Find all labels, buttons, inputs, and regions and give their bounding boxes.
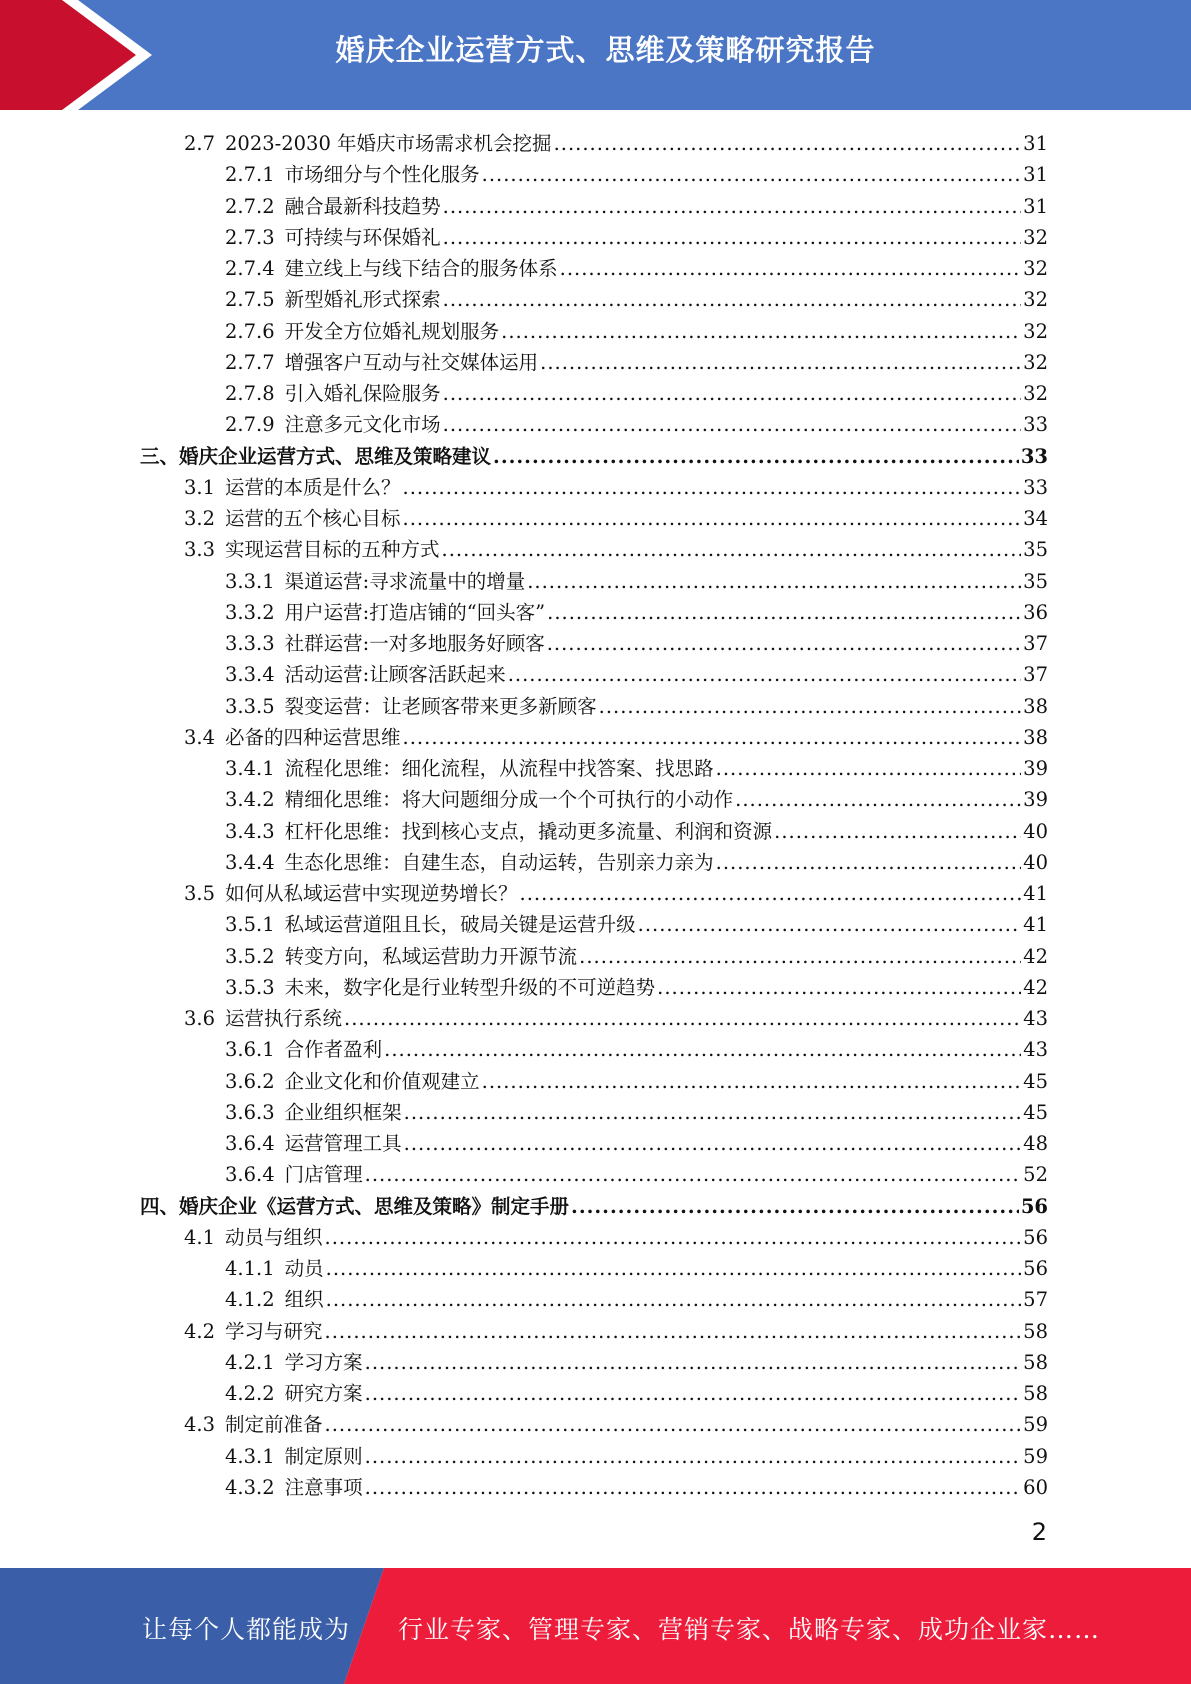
toc-entry-page: 45 [1023, 1069, 1048, 1093]
toc-entry-page: 58 [1023, 1382, 1048, 1405]
toc-entry-title: 如何从私域运营中实现逆势增长？ [225, 882, 518, 905]
toc-leader-dots [716, 753, 1022, 784]
toc-entry-number: 四、 [140, 1194, 180, 1218]
toc-entry-page: 31 [1023, 194, 1048, 218]
toc-entry-title: 运营管理工具 [284, 1132, 402, 1155]
toc-entry-title: 动员与组织 [225, 1225, 323, 1249]
toc-entry-page: 37 [1023, 663, 1048, 687]
toc-entry[interactable] [140, 1034, 1048, 1065]
toc-leader-dots [560, 253, 1022, 284]
toc-entry-page: 33 [1023, 475, 1048, 499]
toc-entry-number: 3.5 [184, 882, 216, 905]
toc-entry-number: 3.4.2 [225, 788, 275, 812]
toc-entry[interactable] [140, 472, 1048, 503]
toc-entry-number: 3.3.5 [225, 694, 275, 718]
toc-leader-dots [443, 191, 1022, 222]
toc-entry-title: 研究方案 [284, 1382, 363, 1405]
toc-entry-number: 3.4.1 [225, 757, 275, 780]
toc-entry-number: 2.7.6 [225, 319, 275, 343]
toc-entry-title: 裂变运营：让老顾客带来更多新顾客 [284, 694, 597, 718]
toc-entry-page: 38 [1023, 694, 1048, 718]
toc-entry[interactable] [140, 753, 1048, 784]
toc-entry-title: 私域运营道阻且长，破局关键是运营升级 [284, 913, 636, 937]
toc-entry[interactable] [140, 347, 1048, 378]
toc-entry[interactable] [140, 691, 1048, 722]
toc-leader-dots [443, 284, 1022, 315]
toc-leader-dots [482, 1066, 1022, 1097]
toc-leader-dots [365, 1159, 1022, 1190]
toc-entry-title: 精细化思维：将大问题细分成一个个可执行的小动作 [284, 788, 734, 812]
toc-entry-page: 37 [1023, 632, 1048, 655]
toc-entry-page: 40 [1023, 819, 1048, 843]
toc-entry[interactable] [140, 628, 1048, 659]
toc-entry-title: 2023-2030 年婚庆市场需求机会挖掘 [225, 132, 552, 155]
toc-entry-title: 制定原则 [284, 1444, 363, 1468]
toc-entry-page: 58 [1023, 1350, 1048, 1374]
toc-leader-dots [501, 316, 1021, 347]
toc-entry[interactable] [140, 722, 1048, 753]
toc-entry-number: 4.3.1 [225, 1444, 275, 1468]
toc-leader-dots [326, 1284, 1022, 1315]
toc-entry-page: 59 [1023, 1444, 1048, 1468]
toc-entry-number: 2.7.9 [225, 413, 275, 437]
toc-leader-dots [493, 441, 1019, 472]
toc-entry[interactable] [140, 878, 1048, 909]
toc-entry[interactable] [140, 1378, 1048, 1409]
toc-entry-number: 三、 [140, 444, 180, 468]
toc-entry-page: 32 [1023, 350, 1048, 374]
toc-leader-dots [579, 941, 1021, 972]
toc-entry[interactable] [140, 253, 1048, 284]
toc-entry[interactable] [140, 1409, 1048, 1440]
toc-entry[interactable] [140, 972, 1048, 1003]
toc-entry-page: 41 [1023, 882, 1048, 905]
toc-leader-dots [443, 378, 1022, 409]
toc-entry-page: 48 [1023, 1132, 1048, 1155]
toc-entry[interactable] [140, 659, 1048, 690]
toc-entry[interactable] [140, 1472, 1048, 1503]
toc-entry[interactable] [140, 159, 1048, 190]
toc-entry-title: 活动运营:让顾客活跃起来 [284, 663, 506, 687]
toc-entry-page: 42 [1023, 944, 1048, 968]
toc-entry[interactable] [140, 534, 1048, 565]
toc-entry[interactable] [140, 128, 1048, 159]
toc-leader-dots [599, 691, 1022, 722]
toc-entry-page: 43 [1023, 1007, 1048, 1030]
toc-entry-number: 3.5.2 [225, 944, 275, 968]
toc-entry[interactable] [140, 909, 1048, 940]
toc-entry-page: 58 [1023, 1319, 1048, 1343]
toc-entry-number: 3.6.4 [225, 1132, 275, 1155]
toc-entry-page: 33 [1020, 444, 1048, 468]
toc-entry-title: 动员 [284, 1257, 324, 1280]
toc-leader-dots [326, 1253, 1022, 1284]
toc-entry-page: 35 [1023, 569, 1048, 593]
toc-entry[interactable] [140, 1003, 1048, 1034]
toc-entry-number: 3.5.3 [225, 975, 275, 999]
toc-entry[interactable] [140, 284, 1048, 315]
toc-entry[interactable] [140, 1222, 1048, 1253]
toc-entry-number: 2.7.3 [225, 225, 275, 249]
page-number: 2 [1031, 1518, 1047, 1546]
toc-entry[interactable] [140, 784, 1048, 815]
toc-entry-page: 32 [1023, 257, 1048, 280]
toc-chapter-entry[interactable] [140, 1191, 1048, 1222]
toc-entry[interactable] [140, 222, 1048, 253]
toc-entry-title: 运营的本质是什么？ [225, 475, 401, 499]
toc-leader-dots [540, 347, 1021, 378]
toc-entry-title: 融合最新科技趋势 [284, 194, 441, 218]
toc-entry-number: 3.3.2 [225, 600, 275, 624]
toc-entry-number: 3.3.3 [225, 632, 275, 655]
toc-entry[interactable] [140, 1347, 1048, 1378]
toc-entry-number: 3.4 [184, 725, 216, 749]
toc-entry-page: 39 [1023, 788, 1048, 812]
toc-entry-title: 注意事项 [284, 1475, 363, 1499]
table-of-contents [140, 128, 1048, 1503]
toc-entry-title: 企业组织框架 [284, 1100, 402, 1124]
toc-entry[interactable] [140, 378, 1048, 409]
toc-entry-number: 3.4.3 [225, 819, 275, 843]
toc-leader-dots [774, 816, 1021, 847]
toc-entry-number: 3.1 [184, 475, 216, 499]
toc-entry-title: 运营的五个核心目标 [225, 507, 401, 530]
toc-entry-number: 2.7.2 [225, 194, 275, 218]
toc-entry-number: 3.4.4 [225, 850, 275, 874]
toc-entry-page: 36 [1023, 600, 1048, 624]
toc-entry-title: 门店管理 [284, 1163, 363, 1187]
toc-leader-dots [638, 909, 1022, 940]
toc-entry-page: 33 [1023, 413, 1048, 437]
toc-entry-title: 必备的四种运营思维 [225, 725, 401, 749]
toc-entry-title: 杠杆化思维：找到核心支点，撬动更多流量、利润和资源 [284, 819, 773, 843]
toc-entry-number: 3.6.3 [225, 1100, 275, 1124]
toc-leader-dots [403, 472, 1022, 503]
toc-leader-dots [365, 1441, 1022, 1472]
toc-leader-dots [657, 972, 1021, 1003]
toc-leader-dots [325, 1316, 1022, 1347]
toc-leader-dots [571, 1191, 1019, 1222]
toc-entry-title: 开发全方位婚礼规划服务 [284, 319, 500, 343]
toc-entry[interactable] [140, 816, 1048, 847]
toc-entry-page: 59 [1023, 1413, 1048, 1437]
toc-entry[interactable] [140, 1316, 1048, 1347]
toc-entry-page: 32 [1023, 319, 1048, 343]
toc-leader-dots [443, 409, 1022, 440]
toc-entry-number: 3.3.4 [225, 663, 275, 687]
toc-entry-title: 流程化思维：细化流程，从流程中找答案、找思路 [284, 757, 714, 780]
toc-entry-page: 32 [1023, 225, 1048, 249]
toc-entry-number: 3.3 [184, 538, 216, 562]
toc-entry-page: 32 [1023, 382, 1048, 405]
page-footer [0, 1568, 1191, 1684]
toc-entry-page: 45 [1023, 1100, 1048, 1124]
toc-entry-page: 34 [1023, 507, 1048, 530]
toc-entry-title: 社群运营:一对多地服务好顾客 [284, 632, 545, 655]
toc-entry[interactable] [140, 409, 1048, 440]
toc-entry-number: 4.3 [184, 1413, 216, 1437]
toc-entry-title: 企业文化和价值观建立 [284, 1069, 480, 1093]
document-title: 婚庆企业运营方式、思维及策略研究报告 [335, 33, 876, 67]
toc-leader-dots [404, 1097, 1022, 1128]
toc-leader-dots [716, 847, 1022, 878]
toc-leader-dots [325, 1409, 1022, 1440]
toc-entry-number: 3.6.1 [225, 1038, 275, 1062]
toc-leader-dots [554, 128, 1022, 159]
toc-entry-number: 4.2 [184, 1319, 216, 1343]
toc-entry[interactable] [140, 1159, 1048, 1190]
toc-entry-number: 2.7 [184, 132, 216, 155]
toc-entry[interactable] [140, 1128, 1048, 1159]
toc-entry-page: 41 [1023, 913, 1048, 937]
toc-entry-title: 合作者盈利 [284, 1038, 383, 1062]
toc-entry-page: 42 [1023, 975, 1048, 999]
toc-entry-number: 4.2.2 [225, 1382, 275, 1405]
toc-entry-number: 3.5.1 [225, 913, 275, 937]
toc-entry-title: 可持续与环保婚礼 [284, 225, 441, 249]
toc-entry[interactable] [140, 1097, 1048, 1128]
toc-leader-dots [344, 1003, 1021, 1034]
toc-entry-page: 56 [1023, 1225, 1048, 1249]
toc-entry-page: 38 [1023, 725, 1048, 749]
toc-entry-number: 3.2 [184, 507, 216, 530]
toc-leader-dots [547, 597, 1021, 628]
toc-entry-number: 2.7.4 [225, 257, 275, 280]
toc-leader-dots [482, 159, 1022, 190]
toc-entry-number: 3.6.2 [225, 1069, 275, 1093]
toc-leader-dots [325, 1222, 1022, 1253]
toc-entry-page: 56 [1023, 1257, 1048, 1280]
toc-leader-dots [404, 1128, 1022, 1159]
toc-entry-page: 60 [1023, 1475, 1048, 1499]
toc-chapter-entry[interactable] [140, 441, 1048, 472]
footer-slogan-right: 行业专家、管理专家、营销专家、战略专家、成功企业家…… [398, 1615, 1101, 1644]
toc-entry[interactable] [140, 597, 1048, 628]
toc-leader-dots [442, 534, 1022, 565]
toc-entry-title: 运营执行系统 [225, 1007, 343, 1030]
toc-entry-title: 建立线上与线下结合的服务体系 [284, 257, 558, 280]
toc-entry-title: 制定前准备 [225, 1413, 323, 1437]
toc-entry-title: 生态化思维：自建生态，自动运转，告别亲力亲为 [284, 850, 714, 874]
toc-leader-dots [384, 1034, 1021, 1065]
toc-entry[interactable] [140, 1284, 1048, 1315]
toc-entry-title: 未来，数字化是行业转型升级的不可逆趋势 [284, 975, 656, 999]
toc-leader-dots [403, 503, 1022, 534]
toc-entry-title: 渠道运营:寻求流量中的增量 [284, 569, 526, 593]
toc-entry-number: 2.7.8 [225, 382, 275, 405]
toc-entry-page: 43 [1023, 1038, 1048, 1062]
toc-leader-dots [735, 784, 1021, 815]
toc-entry[interactable] [140, 1253, 1048, 1284]
toc-entry-title: 婚庆企业运营方式、思维及策略建议 [179, 444, 492, 468]
toc-leader-dots [365, 1472, 1022, 1503]
toc-entry-title: 组织 [284, 1288, 324, 1312]
toc-entry-number: 3.3.1 [225, 569, 275, 593]
toc-leader-dots [547, 628, 1021, 659]
toc-entry-number: 4.1.2 [225, 1288, 275, 1312]
toc-leader-dots [365, 1378, 1022, 1409]
toc-entry-number: 3.6 [184, 1007, 216, 1030]
toc-entry[interactable] [140, 566, 1048, 597]
toc-entry-page: 31 [1023, 132, 1048, 155]
toc-entry-page: 31 [1023, 163, 1048, 187]
toc-leader-dots [403, 722, 1022, 753]
toc-entry-number: 4.1.1 [225, 1257, 275, 1280]
toc-entry-title: 增强客户互动与社交媒体运用 [284, 350, 539, 374]
toc-entry-number: 2.7.5 [225, 288, 275, 312]
toc-entry-page: 39 [1023, 757, 1048, 780]
toc-entry-title: 新型婚礼形式探索 [284, 288, 441, 312]
toc-entry-number: 3.6.4 [225, 1163, 275, 1187]
toc-entry-number: 2.7.1 [225, 163, 275, 187]
toc-entry-number: 2.7.7 [225, 350, 275, 374]
toc-entry-title: 引入婚礼保险服务 [284, 382, 441, 405]
toc-leader-dots [508, 659, 1021, 690]
toc-entry-title: 学习方案 [284, 1350, 363, 1374]
toc-entry-title: 婚庆企业《运营方式、思维及策略》制定手册 [179, 1194, 570, 1218]
toc-entry-number: 4.3.2 [225, 1475, 275, 1499]
toc-entry[interactable] [140, 1066, 1048, 1097]
toc-leader-dots [527, 566, 1021, 597]
toc-entry-number: 4.2.1 [225, 1350, 275, 1374]
toc-entry-title: 学习与研究 [225, 1319, 323, 1343]
toc-leader-dots [520, 878, 1022, 909]
toc-entry-page: 35 [1023, 538, 1048, 562]
toc-entry-title: 注意多元文化市场 [284, 413, 441, 437]
toc-entry-title: 实现运营目标的五种方式 [225, 538, 440, 562]
toc-entry-title: 市场细分与个性化服务 [284, 163, 480, 187]
page-header [0, 0, 1191, 110]
toc-entry-title: 转变方向，私域运营助力开源节流 [284, 944, 578, 968]
toc-entry[interactable] [140, 847, 1048, 878]
toc-entry-number: 4.1 [184, 1225, 216, 1249]
toc-leader-dots [443, 222, 1022, 253]
toc-entry[interactable] [140, 941, 1048, 972]
toc-entry[interactable] [140, 316, 1048, 347]
toc-entry-page: 57 [1023, 1288, 1048, 1312]
toc-entry-page: 32 [1023, 288, 1048, 312]
toc-leader-dots [365, 1347, 1022, 1378]
toc-entry-page: 40 [1023, 850, 1048, 874]
toc-entry[interactable] [140, 191, 1048, 222]
toc-entry-page: 56 [1020, 1194, 1048, 1218]
toc-entry[interactable] [140, 503, 1048, 534]
footer-slogan-left: 让每个人都能成为 [142, 1615, 351, 1644]
toc-entry-page: 52 [1023, 1163, 1048, 1187]
toc-entry[interactable] [140, 1441, 1048, 1472]
toc-entry-title: 用户运营:打造店铺的“回头客” [284, 600, 546, 624]
